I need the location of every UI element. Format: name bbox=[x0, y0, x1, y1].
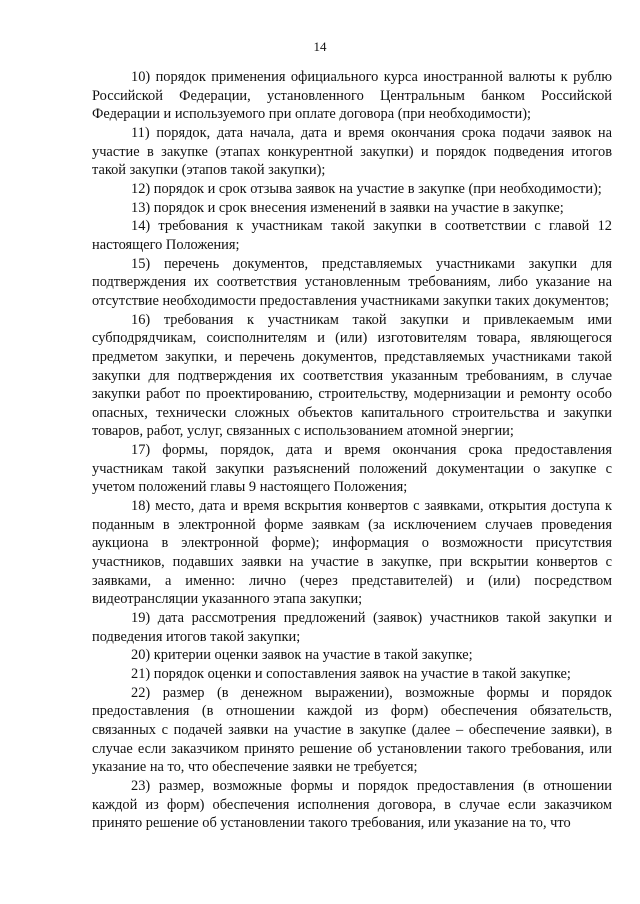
list-item-13: 13) порядок и срок внесения изменений в заявки на участие в закупке; bbox=[131, 199, 564, 216]
document-body bbox=[92, 68, 612, 833]
list-item-16: 16) требования к участникам такой закупки и привлекаемым ими субподрядчикам, соисполнителям и (или) изготовителям товара, являющегося предметом закупки, и перечень документов, представляемых участниками такой закупки для подтверждения их соответствия указанным требованиям, в случае закупки работ по проектированию, строительству, модернизации и ремонту особо опасных, технически сложных объектов капитального строительства и закупки товаров, работ, услуг, связанных с использованием атомной энергии; bbox=[92, 311, 612, 440]
list-item-22: 22) размер (в денежном выражении), возможные формы и порядок предоставления (в отношении каждой из форм) обеспечения обязательств, связанных с подачей заявки на участие в закупке (далее – обеспечение заявки), в случае если заказчиком принято решение об установлении такого требования, или указание на то, что обеспечение заявки не требуется; bbox=[92, 684, 612, 776]
list-item-11: 11) порядок, дата начала, дата и время окончания срока подачи заявок на участие в закупке (этапах конкурентной закупки) и порядок подведения итогов такой закупки (этапов такой закупки); bbox=[92, 124, 612, 179]
list-item-19: 19) дата рассмотрения предложений (заявок) участников такой закупки и подведения итогов такой закупки; bbox=[92, 610, 612, 645]
list-item-14: 14) требования к участникам такой закупки в соответствии с главой 12 настоящего Положения; bbox=[92, 218, 612, 253]
list-item-15: 15) перечень документов, представляемых участниками закупки для подтверждения их соответствия установленным требованиям, либо указание на отсутствие необходимости предоставления участниками закупки таких документов; bbox=[92, 255, 612, 309]
list-item-18: 18) место, дата и время вскрытия конвертов с заявками, открытия доступа к поданным в электронной форме заявкам (за исключением случаев проведения аукциона в электронной форме); информация о возможности присутствия участников, подавших заявки на участие в закупке, при вскрытии конвертов с заявками, а именно: лично (через представителей) и (или) посредством видеотрансляции указанного этапа закупки; bbox=[92, 498, 612, 608]
list-item-17: 17) формы, порядок, дата и время окончания срока предоставления участникам такой закупки разъяснений положений документации о закупке с учетом положений главы 9 настоящего Положения; bbox=[92, 442, 612, 496]
list-item-12: 12) порядок и срок отзыва заявок на участие в закупке (при необходимости); bbox=[131, 180, 602, 197]
page-number: 14 bbox=[313, 39, 327, 54]
list-item-20: 20) критерии оценки заявок на участие в такой закупке; bbox=[131, 647, 473, 664]
list-item-10: 10) порядок применения официального курса иностранной валюты к рублю Российской Федерации, установленного Центральным банком Российской Федерации и используемого при оплате договора (при необходимости); bbox=[92, 69, 612, 123]
list-item-21: 21) порядок оценки и сопоставления заявок на участие в такой закупке; bbox=[131, 666, 571, 682]
list-item-23: 23) размер, возможные формы и порядок предоставления (в отношении каждой из форм) обеспечения исполнения договора, в случае если заказчиком принято решение об установлении такого требования, или указание на то, что bbox=[92, 777, 612, 832]
